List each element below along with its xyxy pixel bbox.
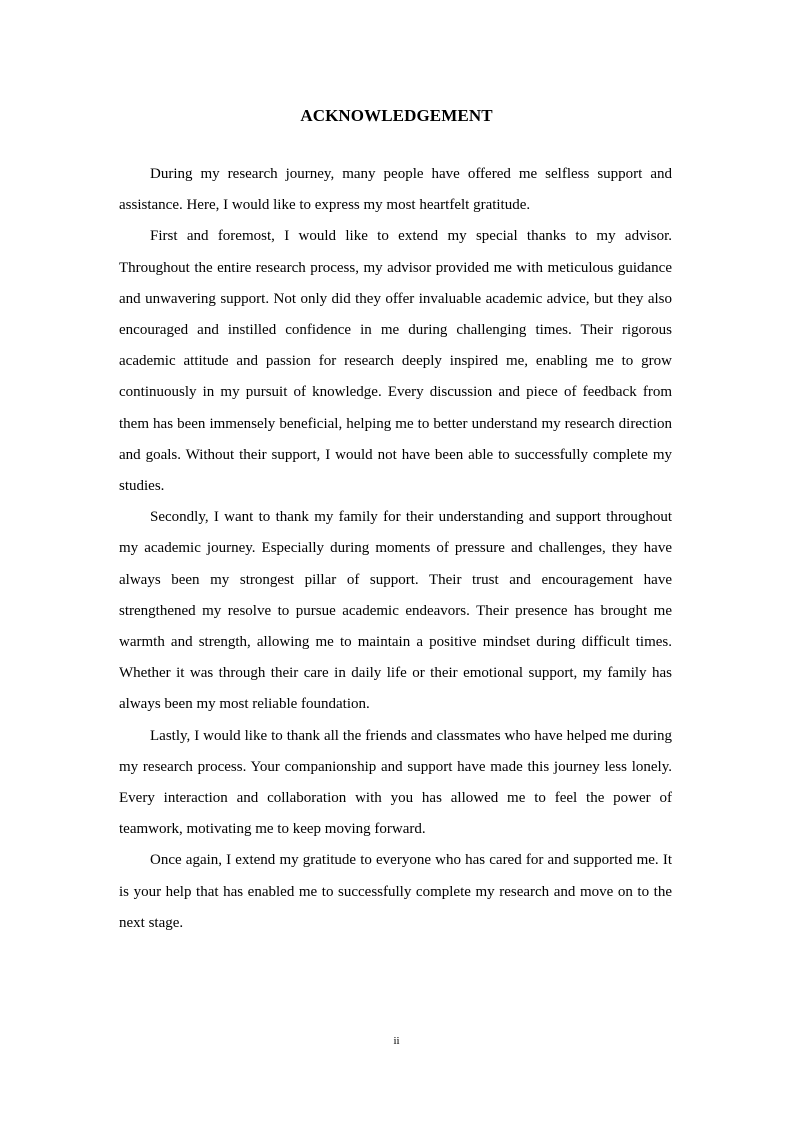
- paragraph-closing: Once again, I extend my gratitude to everyone who has cared for and supported me. It is your help that has enabled me to successfully complete my research and move on to the next stage.: [119, 852, 672, 931]
- paragraph-intro: During my research journey, many people have offered me selfless support and assistance. Here, I would like to express my most heartfelt gratitude.: [119, 166, 672, 214]
- paragraph-advisor: First and foremost, I would like to extend my special thanks to my advisor. Throughout the entire research process, my advisor provided me with meticulous guidance and unwavering support. Not only did they offer invaluable academic advice, but they also encouraged and instilled confidence in me during challenging times. Their rigorous academic attitude and passion for research deeply inspired me, enabling me to grow continuously in my pursuit of knowledge. Every discussion and piece of feedback from them has been immensely beneficial, helping me to better understand my research direction and goals. Without their support, I would not have been able to successfully complete my studies.: [119, 228, 672, 495]
- page-number: ii: [393, 1035, 400, 1047]
- page-title: ACKNOWLEDGEMENT: [300, 106, 493, 125]
- acknowledgement-body: [119, 159, 672, 939]
- paragraph-friends: Lastly, I would like to thank all the friends and classmates who have helped me during my research process. Your companionship and support have made this journey less lonely. Every interaction and collaboration with you has allowed me to feel the power of teamwork, motivating me to keep moving forward.: [119, 727, 672, 838]
- paragraph-family: Secondly, I want to thank my family for their understanding and support throughout my academic journey. Especially during moments of pressure and challenges, they have always been my strongest pillar of support. Their trust and encouragement have strengthened my resolve to pursue academic endeavors. Their presence has brought me warmth and strength, allowing me to maintain a positive mindset during difficult times. Whether it was through their care in daily life or their emotional support, my family has always been my most reliable foundation.: [119, 509, 672, 713]
